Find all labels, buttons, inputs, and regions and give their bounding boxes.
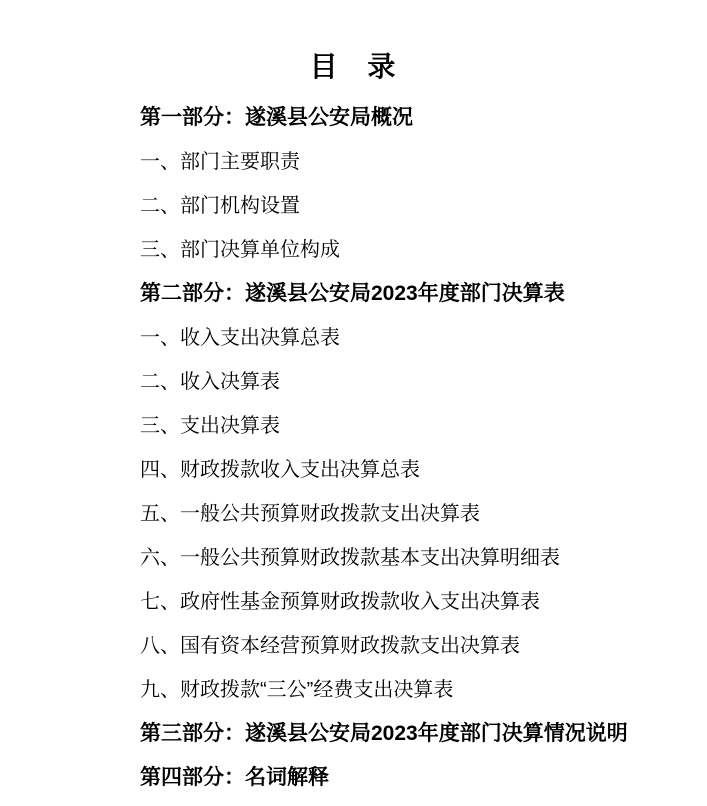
toc-section-heading: 第一部分：遂溪县公安局概况 bbox=[140, 106, 413, 129]
toc-item: 五、一般公共预算财政拨款支出决算表 bbox=[140, 503, 480, 525]
toc-item: 三、支出决算表 bbox=[140, 415, 280, 437]
toc-item: 九、财政拨款“三公”经费支出决算表 bbox=[140, 679, 454, 701]
toc-item: 八、国有资本经营预算财政拨款支出决算表 bbox=[140, 635, 520, 657]
toc-item: 七、政府性基金预算财政拨款收入支出决算表 bbox=[140, 591, 540, 613]
toc-item: 一、部门主要职责 bbox=[140, 151, 300, 173]
page-title: 目 录 bbox=[309, 51, 398, 82]
toc-item: 二、部门机构设置 bbox=[140, 195, 300, 217]
toc-item: 四、财政拨款收入支出决算总表 bbox=[140, 459, 420, 481]
toc-section-heading: 第四部分：名词解释 bbox=[140, 766, 329, 789]
toc-list bbox=[140, 104, 677, 806]
toc-item: 三、部门决算单位构成 bbox=[140, 239, 340, 261]
toc-section-heading: 第三部分：遂溪县公安局2023年度部门决算情况说明 bbox=[140, 722, 628, 745]
toc-item: 一、收入支出决算总表 bbox=[140, 327, 340, 349]
toc-item: 六、一般公共预算财政拨款基本支出决算明细表 bbox=[140, 547, 560, 569]
toc-section-heading: 第二部分：遂溪县公安局2023年度部门决算表 bbox=[140, 282, 565, 305]
toc-item: 二、收入决算表 bbox=[140, 371, 280, 393]
